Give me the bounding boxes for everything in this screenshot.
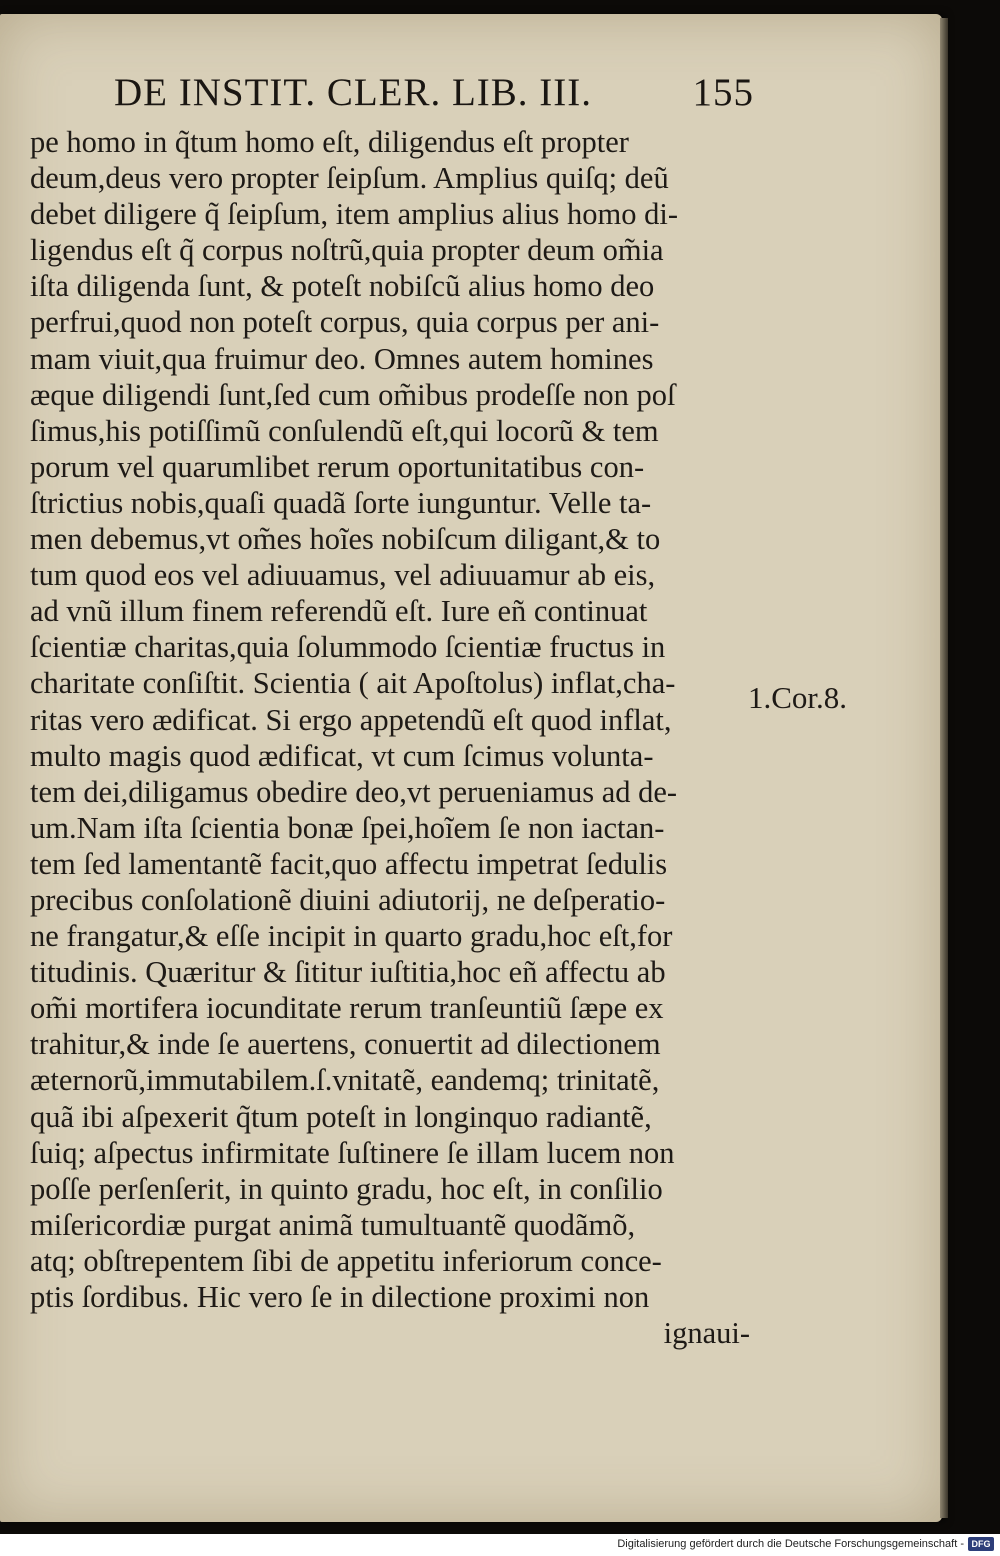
text-line: debet diligere q̃ ſeipſum, item amplius alius homo di- — [30, 197, 679, 232]
text-line: pe homo in q̃tum homo eſt, diligendus eſt propter — [30, 125, 629, 159]
text-line: æque diligendi ſunt,ſed cum om̃ibus prodeſſe non poſ — [30, 377, 676, 412]
text-line: atq; obſtrepentem ſibi de appetitu inferiorum conce- — [30, 1243, 662, 1278]
text-line: tem dei,diligamus obedire deo,vt perueniamus ad de- — [30, 774, 678, 809]
text-line: iſta diligenda ſunt, & poteſt nobiſcũ alius homo deo — [30, 269, 655, 304]
text-line: charitate conſiſtit. Scientia ( ait Apoſtolus) inflat,cha- — [30, 666, 676, 701]
text-line: ligendus eſt q̃ corpus noſtrũ,quia propter deum om̃ia — [30, 233, 664, 268]
text-line: om̃i mortifera iocunditate rerum tranſeuntiũ ſæpe ex — [30, 991, 664, 1026]
body-text — [30, 124, 750, 1351]
text-line: poſſe perſenſerit, in quinto gradu, hoc eſt, in conſilio — [30, 1171, 663, 1206]
text-line: men debemus,vt om̃es hoĩes nobiſcum diligant,& to — [30, 522, 661, 557]
text-line: ne frangatur,& eſſe incipit in quarto gradu,hoc eſt,for — [30, 919, 673, 954]
text-line: porum vel quarumlibet rerum oportunitatibus con- — [30, 449, 645, 484]
text-line: ad vnũ illum finem referendũ eſt. Iure eñ continuat — [30, 594, 648, 629]
footer-credit: Digitalisierung gefördert durch die Deutsche Forschungsgemeinschaft - — [617, 1538, 964, 1550]
text-line: ſimus,his potiſſimũ conſulendũ eſt,qui locorũ & tem — [30, 413, 659, 448]
text-line: quã ibi aſpexerit q̃tum poteſt in longinquo radiantẽ, — [30, 1099, 652, 1134]
text-line: ritas vero ædificat. Si ergo appetendũ eſt quod inflat, — [30, 702, 672, 737]
text-line: ptis ſordibus. Hic vero ſe in dilectione proximi non — [30, 1280, 650, 1314]
text-line: ſtrictius nobis,quaſi quadã ſorte iunguntur. Velle ta- — [30, 485, 652, 520]
text-line: ſcientiæ charitas,quia ſolummodo ſcientiæ fructus in — [30, 630, 666, 665]
dfg-logo: DFG — [968, 1537, 994, 1551]
running-header — [114, 70, 754, 122]
text-line: ignaui- — [663, 1316, 750, 1351]
page-number: 155 — [692, 71, 754, 114]
running-title: DE INSTIT. CLER. LIB. III. — [114, 71, 593, 114]
text-line: miſericordiæ purgat animã tumultuantẽ quodãmõ, — [30, 1207, 636, 1242]
text-line: perfrui,quod non poteſt corpus, quia corpus per ani- — [30, 305, 660, 340]
text-line: multo magis quod ædificat, vt cum ſcimus volunta- — [30, 738, 654, 773]
text-line: ſuiq; aſpectus infirmitate ſuſtinere ſe illam lucem non — [30, 1135, 675, 1170]
footer-bar — [0, 1534, 1000, 1556]
text-line: precibus conſolationẽ diuini adiutorij, ne deſperatio- — [30, 882, 666, 917]
text-line: titudinis. Quæritur & ſititur iuſtitia,hoc eñ affectu ab — [30, 955, 666, 990]
text-line: tem ſed lamentantẽ facit,quo affectu impetrat ſedulis — [30, 846, 668, 881]
text-line: tum quod eos vel adiuuamus, vel adiuuamur ab eis, — [30, 558, 656, 593]
page-edge — [940, 18, 948, 1518]
text-line: æternorũ,immutabilem.ſ.vnitatẽ, eandemq; trinitatẽ, — [30, 1063, 660, 1098]
text-line: deum,deus vero propter ſeipſum. Amplius quiſq; deũ — [30, 161, 669, 196]
text-line: mam viuit,qua fruimur deo. Omnes autem homines — [30, 341, 654, 376]
text-line: trahitur,& inde ſe auertens, conuertit ad dilectionem — [30, 1027, 661, 1062]
text-line: um.Nam iſta ſcientia bonæ ſpei,hoĩem ſe non iactan- — [30, 810, 665, 845]
margin-note: 1.Cor.8. — [748, 680, 848, 715]
